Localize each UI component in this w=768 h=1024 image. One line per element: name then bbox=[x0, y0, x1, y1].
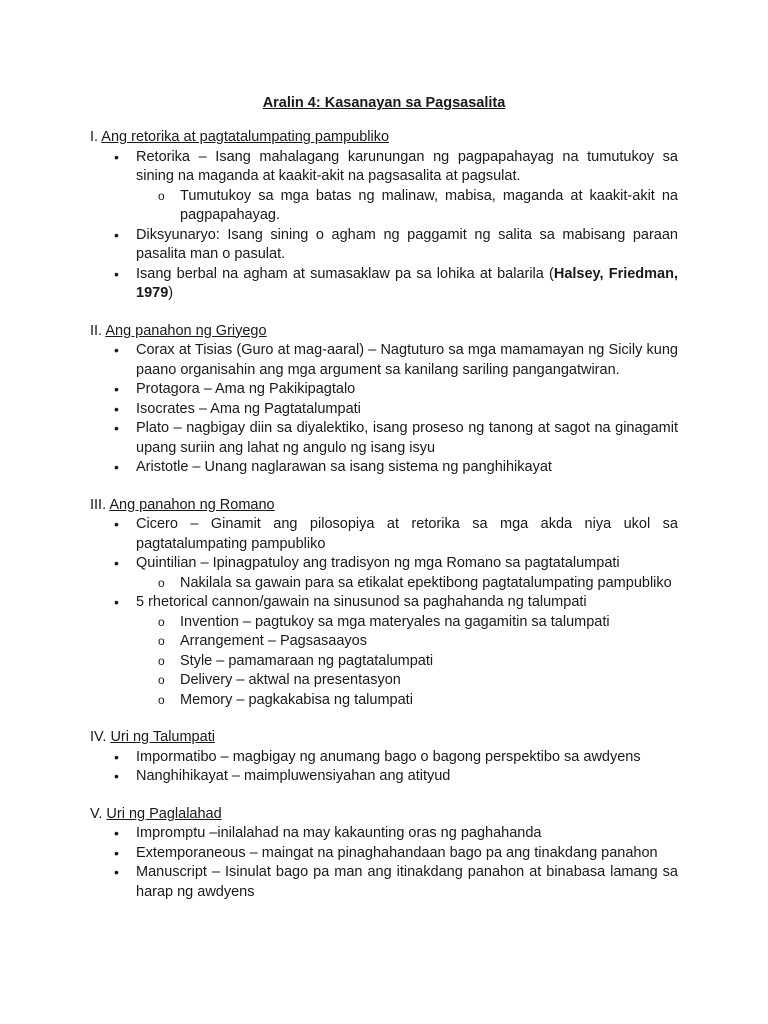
bullet-list bbox=[90, 748, 678, 787]
section-numeral: IV. bbox=[90, 729, 111, 745]
bullet-icon: • bbox=[114, 768, 119, 784]
section-heading bbox=[90, 805, 678, 825]
list-item bbox=[90, 400, 678, 420]
circle-bullet-icon: o bbox=[158, 634, 165, 648]
page-title: Aralin 4: Kasanayan sa Pagsasalita bbox=[262, 95, 506, 111]
bullet-icon: • bbox=[114, 555, 119, 571]
list-item bbox=[90, 148, 678, 226]
bullet-icon: • bbox=[114, 400, 119, 417]
bullet-icon: • bbox=[114, 748, 119, 765]
bullet-icon: • bbox=[114, 516, 119, 532]
circle-bullet-icon: o bbox=[158, 188, 165, 203]
bullet-list bbox=[90, 515, 678, 710]
sub-list-item-text: Style – pamamaraan ng pagtatalumpati bbox=[180, 652, 434, 669]
section-numeral: II. bbox=[90, 322, 106, 339]
list-item bbox=[90, 458, 678, 478]
sub-list-item bbox=[136, 632, 678, 652]
circle-bullet-icon: o bbox=[158, 673, 165, 687]
list-item bbox=[90, 554, 678, 593]
circle-bullet-icon: o bbox=[158, 614, 165, 629]
section-heading bbox=[90, 128, 678, 148]
sub-list-item bbox=[136, 691, 678, 711]
sub-bullet-list bbox=[136, 574, 678, 594]
section-heading-text: Ang panahon ng Griyego bbox=[105, 322, 267, 339]
citation-text: Halsey, Friedman, 1979 bbox=[136, 265, 679, 301]
list-item bbox=[90, 226, 678, 265]
list-item-text: Extemporaneous – maingat na pinaghahandaan bago pa ang tinakdang panahon bbox=[136, 844, 658, 861]
list-item-text: Retorika – Isang mahalagang karunungan ng pagpapahayag na tumutukoy sa sining na maganda at kaakit-akit na pagsasalita at pagsulat. bbox=[136, 148, 678, 184]
list-item-text: Impromptu –inilalahad na may kakaunting oras ng paghahanda bbox=[136, 825, 542, 841]
list-item-text: 5 rhetorical cannon/gawain na sinusunod sa paghahanda ng talumpati bbox=[136, 594, 587, 610]
section-numeral: III. bbox=[90, 496, 110, 513]
sub-list-item-text: Invention – pagtukoy sa mga materyales na gagamitin sa talumpati bbox=[180, 613, 610, 630]
bullet-icon: • bbox=[114, 265, 119, 282]
sub-list-item-text: Memory – pagkakabisa ng talumpati bbox=[180, 691, 413, 708]
sub-list-item bbox=[136, 187, 678, 226]
list-item-text: Protagora – Ama ng Pakikipagtalo bbox=[136, 381, 356, 397]
list-item-text: Isang berbal na agham at sumasaklaw pa sa lohika at balarila ( bbox=[136, 265, 554, 282]
section-heading bbox=[90, 728, 678, 748]
list-item-text: Quintilian – Ipinagpatuloy ang tradisyon ng mga Romano sa pagtatalumpati bbox=[136, 555, 620, 571]
section-heading bbox=[90, 322, 678, 342]
list-item bbox=[90, 419, 678, 458]
bullet-icon: • bbox=[114, 594, 119, 610]
sub-list-item bbox=[136, 613, 678, 633]
sub-list-item-text: Delivery – aktwal na presentasyon bbox=[180, 672, 401, 688]
sub-list-item bbox=[136, 574, 678, 594]
section-heading-text: Ang panahon ng Romano bbox=[109, 496, 275, 513]
list-item bbox=[90, 824, 678, 844]
section-numeral: V. bbox=[90, 805, 107, 822]
list-item bbox=[90, 380, 678, 400]
section-numeral: I. bbox=[90, 129, 102, 145]
section-heading-text: Ang retorika at pagtatalumpating pampubliko bbox=[101, 129, 390, 145]
circle-bullet-icon: o bbox=[158, 692, 165, 707]
section-heading-text: Uri ng Talumpati bbox=[110, 729, 215, 745]
list-item bbox=[90, 515, 678, 554]
list-item-text: Manuscript – Isinulat bago pa man ang itinakdang panahon at binabasa lamang sa harap ng awdyens bbox=[136, 864, 678, 900]
sub-list-item bbox=[136, 652, 678, 672]
list-item-text: Diksyunaryo: Isang sining o agham ng paggamit ng salita sa mabisang paraan pasalita man o pasulat. bbox=[136, 226, 678, 262]
list-item-text: Isocrates – Ama ng Pagtatalumpati bbox=[136, 400, 361, 417]
list-item-text: Impormatibo – magbigay ng anumang bago o bagong perspektibo sa awdyens bbox=[136, 748, 641, 765]
sub-list-item-text: Tumutukoy sa mga batas ng malinaw, mabisa, maganda at kaakit-akit na pagpapahayag. bbox=[180, 187, 678, 223]
list-item-text: Cicero – Ginamit ang pilosopiya at retorika sa mga akda niya ukol sa pagtatalumpating pampubliko bbox=[136, 516, 678, 552]
bullet-icon: • bbox=[114, 381, 119, 397]
list-item-text: Nanghihikayat – maimpluwensiyahan ang atityud bbox=[136, 768, 451, 784]
list-item-text-end: ) bbox=[168, 285, 174, 301]
bullet-icon: • bbox=[114, 342, 119, 358]
section bbox=[90, 128, 678, 304]
list-item-text: Aristotle – Unang naglarawan sa isang sistema ng panghihikayat bbox=[136, 459, 552, 475]
section-heading bbox=[90, 496, 678, 516]
sub-bullet-list bbox=[136, 613, 678, 711]
bullet-icon: • bbox=[114, 825, 119, 841]
bullet-icon: • bbox=[114, 864, 119, 880]
sub-list-item bbox=[136, 671, 678, 691]
list-item-text: Corax at Tisias (Guro at mag-aaral) – Nagtuturo sa mga mamamayan ng Sicily kung paano organisahin ang mga argument sa kanilang sariling pangangatwiran. bbox=[136, 342, 678, 378]
list-item bbox=[90, 767, 678, 787]
document-body bbox=[90, 128, 678, 920]
circle-bullet-icon: o bbox=[158, 653, 165, 668]
bullet-list bbox=[90, 148, 678, 304]
section-heading-text: Uri ng Paglalahad bbox=[106, 805, 222, 822]
section bbox=[90, 496, 678, 711]
section bbox=[90, 805, 678, 903]
list-item bbox=[90, 748, 678, 768]
bullet-icon: • bbox=[114, 148, 119, 165]
list-item bbox=[90, 863, 678, 902]
circle-bullet-icon: o bbox=[158, 575, 165, 590]
bullet-list bbox=[90, 341, 678, 478]
section bbox=[90, 728, 678, 787]
list-item-text: Plato – nagbigay diin sa diyalektiko, isang proseso ng tanong at sagot na ginagamit upang suriin ang lahat ng angulo ng isang isyu bbox=[136, 420, 678, 456]
bullet-icon: • bbox=[114, 844, 119, 861]
bullet-icon: • bbox=[114, 226, 119, 243]
section bbox=[90, 322, 678, 478]
sub-bullet-list bbox=[136, 187, 678, 226]
list-item bbox=[90, 265, 678, 304]
list-item bbox=[90, 341, 678, 380]
bullet-icon: • bbox=[114, 420, 119, 436]
list-item bbox=[90, 593, 678, 710]
sub-list-item-text: Nakilala sa gawain para sa etikalat epektibong pagtatalumpating pampubliko bbox=[180, 574, 672, 591]
bullet-list bbox=[90, 824, 678, 902]
list-item bbox=[90, 844, 678, 864]
bullet-icon: • bbox=[114, 459, 119, 475]
sub-list-item-text: Arrangement – Pagsasaayos bbox=[180, 633, 367, 649]
